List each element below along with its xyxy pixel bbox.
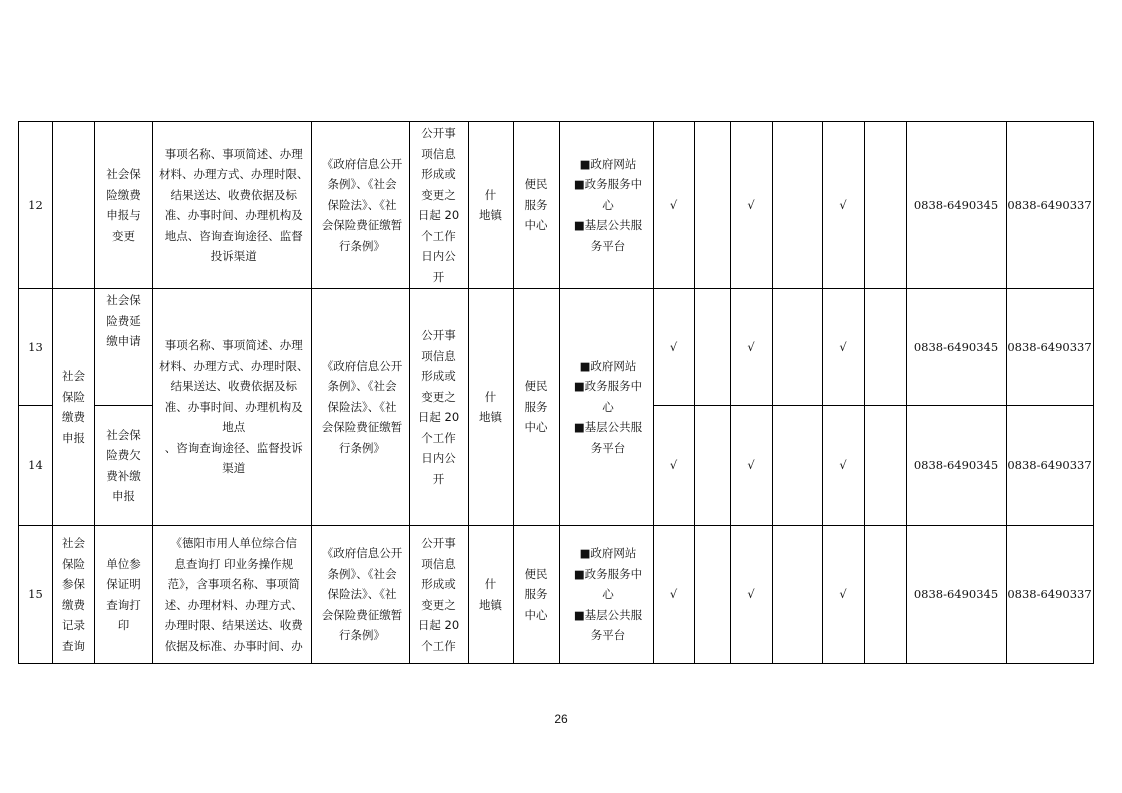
check-mark: √ (730, 122, 772, 289)
page-number: 26 (554, 712, 568, 726)
check-mark: √ (653, 406, 694, 526)
empty-cell (772, 406, 822, 526)
row-number: 15 (19, 526, 53, 664)
check-mark: √ (822, 122, 864, 289)
content-cell: 《德阳市用人单位综合信 息查询打 印业务操作规 范》，含事项名称、事项简 述、办理材料、办理方式、 办理时限、结果送达、收费 依据及标准、办事时间、办 (153, 526, 312, 664)
item-name-cell: 单位参 保证明 查询打 印 (95, 526, 153, 664)
content-cell: 事项名称、事项简述、办理 材料、办理方式、办理时限、 结果送达、收费依据及标 准、办事时间、办理机构及 地点 、咨询查询途径、监督投诉 渠道 (153, 289, 312, 526)
row-number: 13 (19, 289, 53, 406)
table-row (19, 526, 1094, 664)
check-mark: √ (822, 289, 864, 406)
basis-cell: 《政府信息公开 条例》、《社会 保险法》、《社 会保险费征缴暂 行条例》 (311, 122, 409, 289)
phone-cell: 0838-6490345 (906, 526, 1006, 664)
department-cell: 便民 服务 中心 (513, 526, 559, 664)
channels-cell: ■政府网站 ■政务服务中 心 ■基层公共服 务平台 (559, 526, 653, 664)
phone-cell: 0838-6490345 (906, 406, 1006, 526)
channels-cell: ■政府网站 ■政务服务中 心 ■基层公共服 务平台 (559, 122, 653, 289)
basis-cell: 《政府信息公开 条例》、《社会 保险法》、《社 会保险费征缴暂 行条例》 (311, 289, 409, 526)
table-row (19, 122, 1094, 289)
empty-cell (772, 122, 822, 289)
check-mark: √ (730, 289, 772, 406)
check-mark: √ (730, 526, 772, 664)
phone-cell: 0838-6490345 (906, 122, 1006, 289)
channels-cell: ■政府网站 ■政务服务中 心 ■基层公共服 务平台 (559, 289, 653, 526)
check-mark: √ (822, 526, 864, 664)
department-cell: 便民 服务 中心 (513, 289, 559, 526)
table-row (19, 289, 1094, 406)
check-mark: √ (653, 289, 694, 406)
empty-cell (864, 122, 906, 289)
phone-cell: 0838-6490345 (906, 289, 1006, 406)
row-number: 12 (19, 122, 53, 289)
category-cell: 社会 保险 参保 缴费 记录 查询 (53, 526, 95, 664)
empty-cell (694, 122, 730, 289)
check-mark: √ (653, 526, 694, 664)
subject-cell: 什 地镇 (468, 526, 513, 664)
empty-cell (864, 406, 906, 526)
check-mark: √ (653, 122, 694, 289)
empty-cell (694, 289, 730, 406)
empty-cell (694, 526, 730, 664)
empty-cell (772, 289, 822, 406)
basis-cell: 《政府信息公开 条例》、《社会 保险法》、《社 会保险费征缴暂 行条例》 (311, 526, 409, 664)
time-limit-cell: 公开事 项信息 形成或 变更之 日起 20 个工作 日内公 开 (409, 289, 468, 526)
phone-cell: 0838-6490337 (1006, 526, 1093, 664)
content-cell: 事项名称、事项简述、办理 材料、办理方式、办理时限、 结果送达、收费依据及标 准、办事时间、办理机构及 地点、咨询查询途径、监督 投诉渠道 (153, 122, 312, 289)
empty-cell (864, 526, 906, 664)
empty-cell (864, 289, 906, 406)
subject-cell: 什 地镇 (468, 289, 513, 526)
time-limit-cell: 公开事 项信息 形成或 变更之 日起 20 个工作 日内公 开 (409, 122, 468, 289)
item-name-cell: 社会保 险缴费 申报与 变更 (95, 122, 153, 289)
phone-cell: 0838-6490337 (1006, 406, 1093, 526)
department-cell: 便民 服务 中心 (513, 122, 559, 289)
row-number: 14 (19, 406, 53, 526)
disclosure-table (18, 121, 1094, 664)
check-mark: √ (730, 406, 772, 526)
empty-cell (694, 406, 730, 526)
time-limit-cell: 公开事 项信息 形成或 变更之 日起 20 个工作 (409, 526, 468, 664)
check-mark: √ (822, 406, 864, 526)
phone-cell: 0838-6490337 (1006, 289, 1093, 406)
category-cell (53, 122, 95, 289)
item-name-cell: 社会保 险费欠 费补缴 申报 (95, 406, 153, 526)
category-cell: 社会 保险 缴费 申报 (53, 289, 95, 526)
subject-cell: 什 地镇 (468, 122, 513, 289)
item-name-cell: 社会保 险费延 缴申请 (95, 289, 153, 406)
empty-cell (772, 526, 822, 664)
phone-cell: 0838-6490337 (1006, 122, 1093, 289)
